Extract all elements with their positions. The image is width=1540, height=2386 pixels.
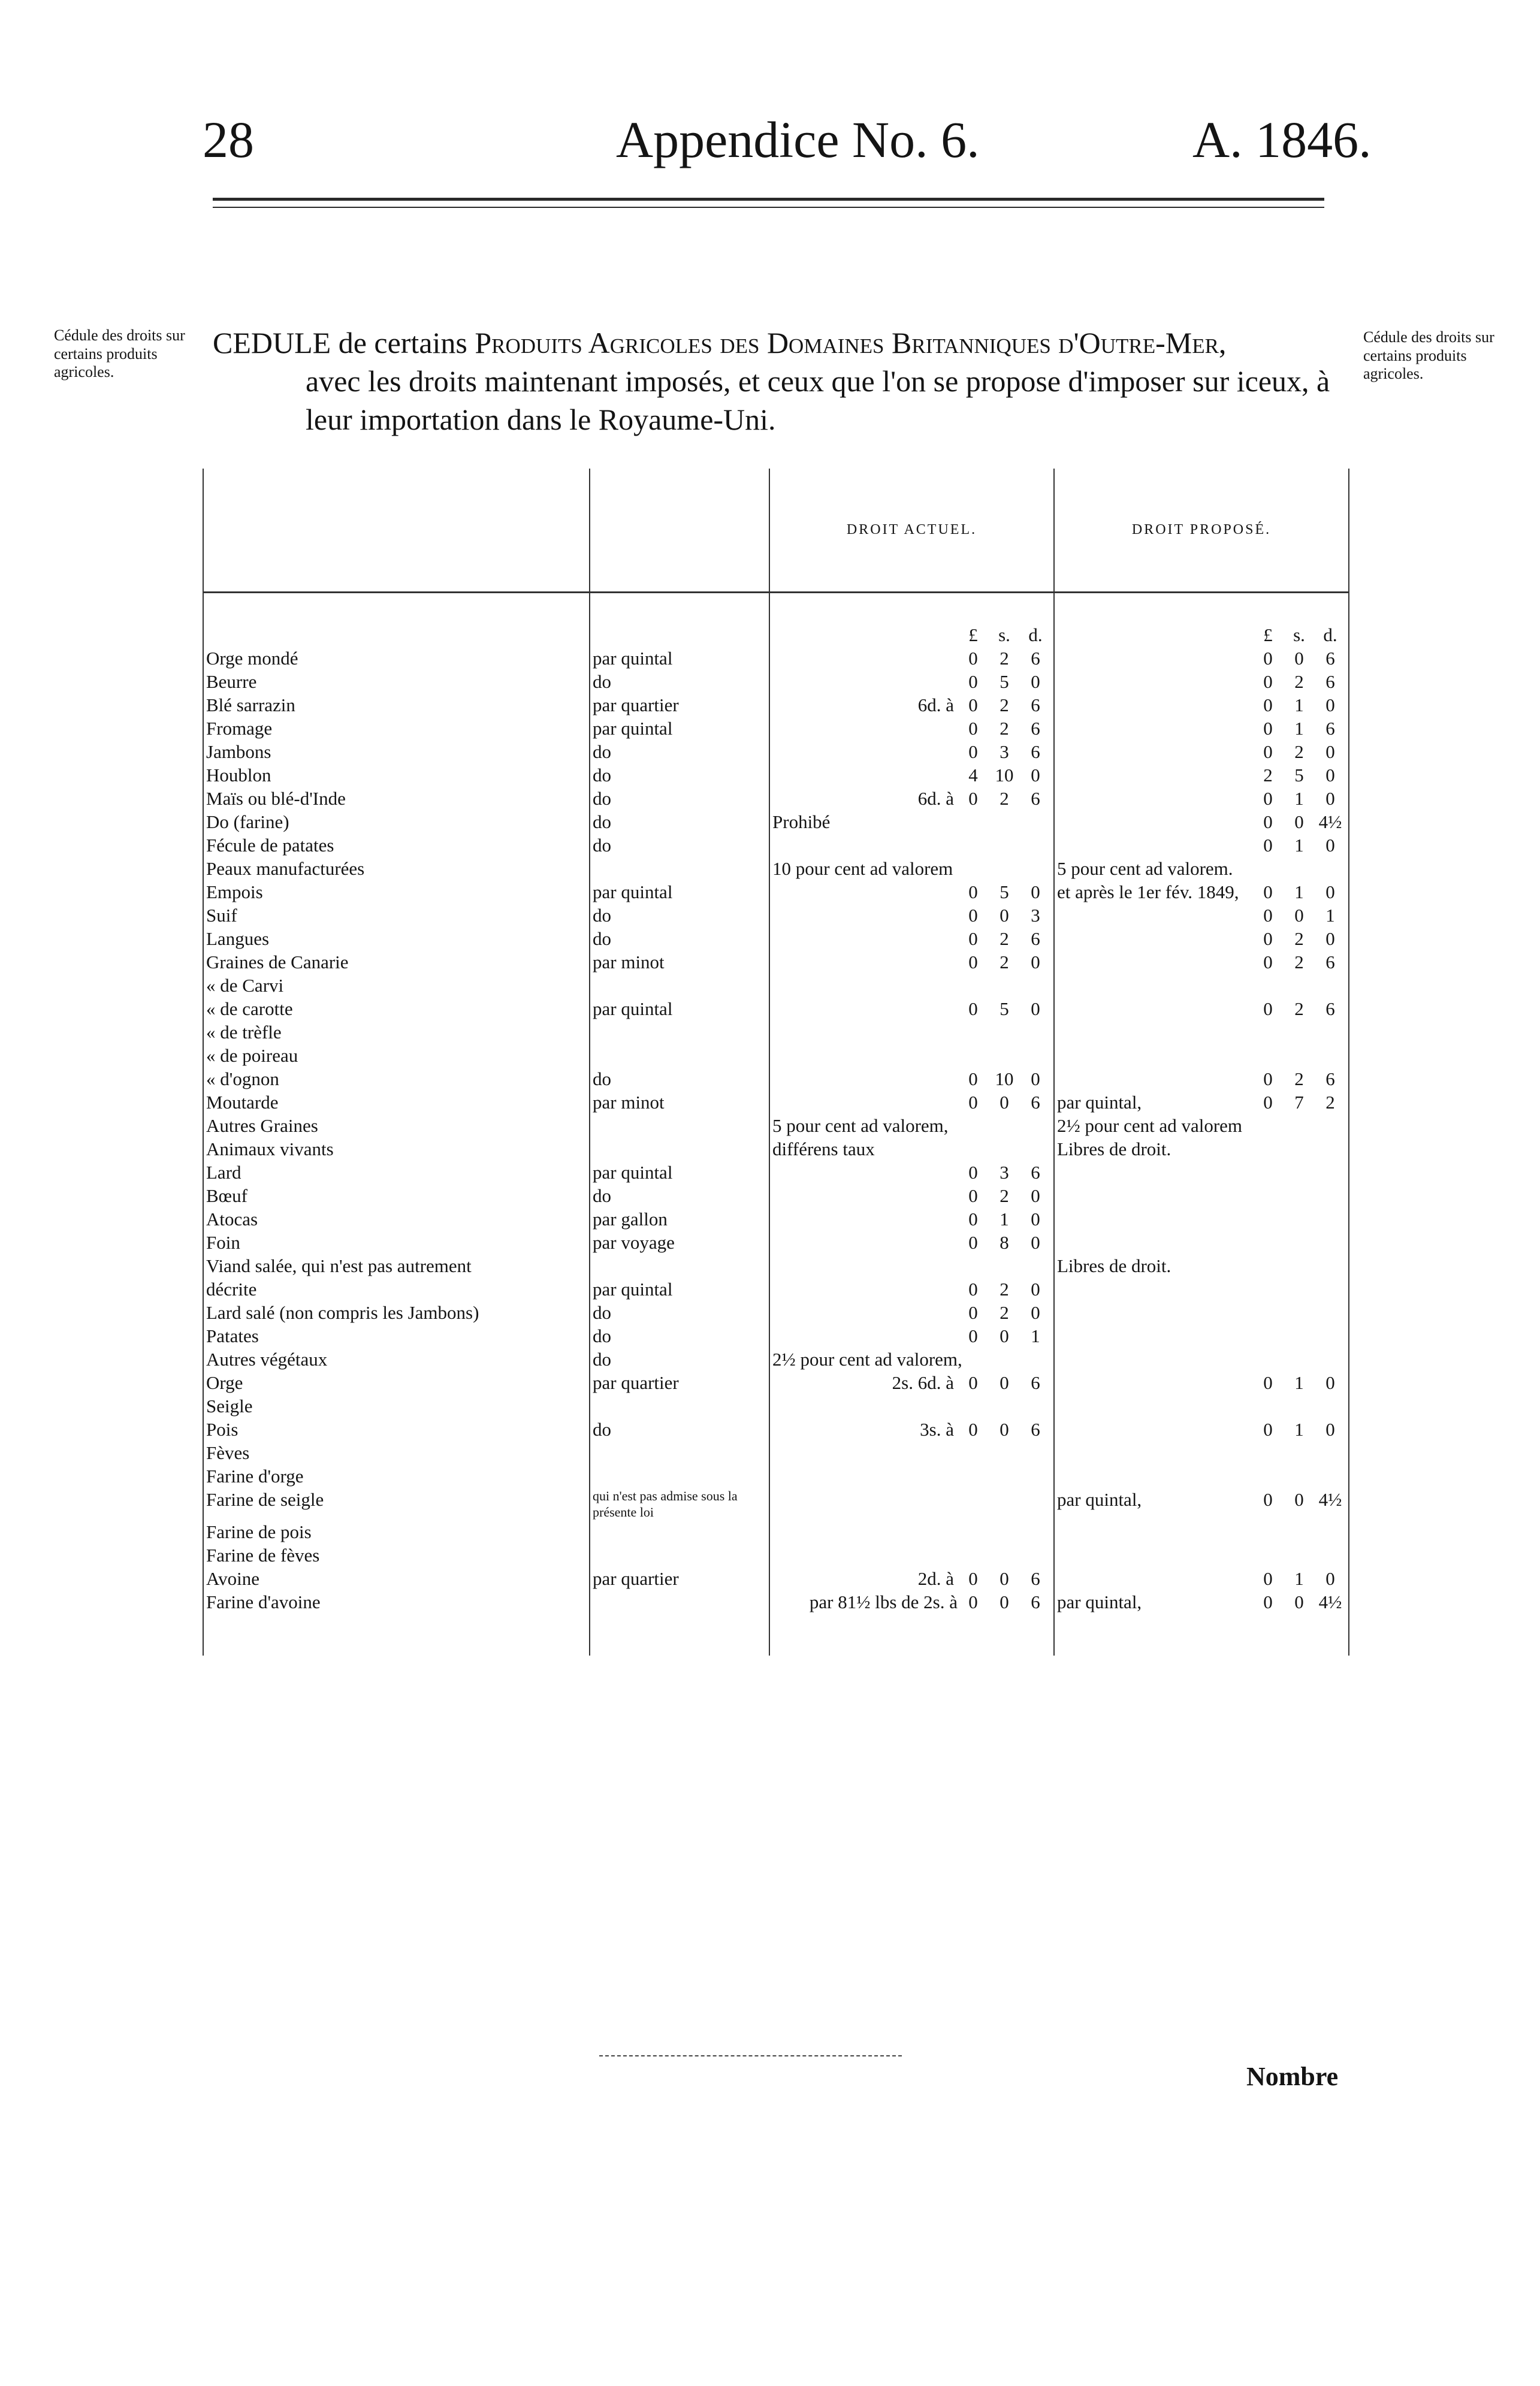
table-row <box>203 693 1349 717</box>
unit: par minot <box>590 950 769 974</box>
current-duty <box>769 927 1054 950</box>
current-duty <box>769 1161 1054 1184</box>
table-row <box>203 763 1349 787</box>
current-text: différens taux <box>772 1138 875 1159</box>
current-duty <box>769 1418 1054 1441</box>
product-name: Empois <box>203 880 590 904</box>
proposed-duty <box>1054 693 1349 717</box>
proposed-duty <box>1054 1277 1349 1301</box>
table-row <box>203 810 1349 833</box>
proposed-amount: 2 5 0 <box>1263 765 1335 786</box>
current-duty <box>769 1114 1054 1137</box>
product-name: Lard salé (non compris les Jambons) <box>203 1301 590 1324</box>
current-duty <box>769 1394 1054 1418</box>
current-duty <box>769 810 1054 833</box>
proposed-amount: 0 2 6 <box>1263 1068 1335 1089</box>
product-name: Patates <box>203 1324 590 1348</box>
proposed-duty <box>1054 647 1349 670</box>
current-duty <box>769 833 1054 857</box>
unit: do <box>590 810 769 833</box>
product-name: Foin <box>203 1231 590 1254</box>
unit <box>590 1394 769 1418</box>
proposed-duty <box>1054 810 1349 833</box>
proposed-text: et après le 1er fév. 1849, <box>1057 881 1239 902</box>
col-proposed-header: DROIT PROPOSÉ. <box>1054 469 1349 593</box>
header-rule <box>213 198 1324 201</box>
schedule-body <box>203 469 1349 1656</box>
proposed-amount: 0 0 6 <box>1263 648 1335 669</box>
proposed-amount: 0 1 0 <box>1263 1419 1335 1440</box>
unit <box>590 1590 769 1614</box>
unit <box>590 1441 769 1464</box>
unit: do <box>590 1324 769 1348</box>
current-amount: 0 2 6 <box>968 648 1040 669</box>
product-name: Orge mondé <box>203 647 590 670</box>
proposed-text: Libres de droit. <box>1057 1255 1171 1276</box>
unit: par quartier <box>590 1371 769 1394</box>
table-row <box>203 1590 1349 1614</box>
current-amount: 0 1 0 <box>968 1209 1040 1230</box>
table-row <box>203 1544 1349 1567</box>
proposed-duty <box>1054 1464 1349 1488</box>
product-name: Autres Graines <box>203 1114 590 1137</box>
proposed-duty <box>1054 1544 1349 1567</box>
current-amount: 0 2 6 <box>968 928 1040 949</box>
current-amount: 0 5 0 <box>968 998 1040 1019</box>
proposed-duty <box>1054 1091 1349 1114</box>
table-row <box>203 904 1349 927</box>
unit <box>590 1254 769 1277</box>
table-row <box>203 1371 1349 1394</box>
current-prefix: 2s. 6d. à <box>892 1372 954 1393</box>
proposed-amount: 0 0 4½ <box>1263 811 1342 832</box>
table-row <box>203 997 1349 1020</box>
proposed-duty <box>1054 1207 1349 1231</box>
current-duty <box>769 740 1054 763</box>
unit: par quintal <box>590 717 769 740</box>
proposed-amount: 0 1 6 <box>1263 718 1335 739</box>
product-name: Lard <box>203 1161 590 1184</box>
table-row <box>203 1348 1349 1371</box>
current-text: 2½ pour cent ad valorem, <box>772 1349 962 1370</box>
unit: do <box>590 763 769 787</box>
unit: par gallon <box>590 1207 769 1231</box>
unit: do <box>590 927 769 950</box>
table-row <box>203 1020 1349 1044</box>
current-amount: 0 3 6 <box>968 1162 1040 1183</box>
product-name: « d'ognon <box>203 1067 590 1091</box>
current-duty <box>769 880 1054 904</box>
header-rule-thin <box>213 207 1324 208</box>
proposed-duty <box>1054 1301 1349 1324</box>
proposed-duty <box>1054 880 1349 904</box>
table-row <box>203 1488 1349 1520</box>
proposed-duty <box>1054 904 1349 927</box>
unit <box>590 1520 769 1544</box>
product-name: « de carotte <box>203 997 590 1020</box>
proposed-amount: 0 1 0 <box>1263 788 1335 809</box>
table-row <box>203 1520 1349 1544</box>
proposed-duty <box>1054 1441 1349 1464</box>
current-duty <box>769 1254 1054 1277</box>
unit: do <box>590 1418 769 1441</box>
current-duty <box>769 1184 1054 1207</box>
proposed-amount: 0 2 6 <box>1263 998 1335 1019</box>
current-amount: 0 0 6 <box>968 1568 1040 1589</box>
proposed-duty <box>1054 1418 1349 1441</box>
table-row <box>203 880 1349 904</box>
table-row <box>203 1207 1349 1231</box>
proposed-duty <box>1054 670 1349 693</box>
current-amount: 0 2 6 <box>968 694 1040 715</box>
proposed-duty <box>1054 787 1349 810</box>
product-name: Suif <box>203 904 590 927</box>
product-name: Bœuf <box>203 1184 590 1207</box>
margin-note-right: Cédule des droits sur certains produits agricoles. <box>1363 328 1494 383</box>
product-name: Pois <box>203 1418 590 1441</box>
proposed-duty <box>1054 1394 1349 1418</box>
proposed-text: par quintal, <box>1057 1489 1142 1510</box>
unit: do <box>590 1301 769 1324</box>
proposed-amount: 0 0 4½ <box>1263 1489 1342 1510</box>
unit <box>590 1114 769 1137</box>
running-year: A. 1846. <box>1192 111 1372 168</box>
table-row <box>203 1231 1349 1254</box>
unit: do <box>590 670 769 693</box>
current-amount: 0 0 6 <box>968 1419 1040 1440</box>
product-name: Houblon <box>203 763 590 787</box>
col-current-header: DROIT ACTUEL. <box>769 469 1054 593</box>
proposed-amount: 0 7 2 <box>1263 1092 1335 1113</box>
current-amount: 0 0 1 <box>968 1325 1040 1346</box>
current-duty <box>769 787 1054 810</box>
product-name: Fèves <box>203 1441 590 1464</box>
current-duty <box>769 1067 1054 1091</box>
product-name: Fromage <box>203 717 590 740</box>
proposed-duty <box>1054 1161 1349 1184</box>
product-name: « de poireau <box>203 1044 590 1067</box>
product-name: Peaux manufacturées <box>203 857 590 880</box>
proposed-amount: 0 1 0 <box>1263 1568 1335 1589</box>
proposed-duty <box>1054 717 1349 740</box>
current-prefix: 3s. à <box>920 1419 954 1440</box>
proposed-duty <box>1054 1044 1349 1067</box>
table-row <box>203 1044 1349 1067</box>
proposed-duty <box>1054 927 1349 950</box>
table-row <box>203 670 1349 693</box>
table-row <box>203 647 1349 670</box>
current-amount: 0 10 0 <box>968 1068 1040 1089</box>
proposed-duty <box>1054 763 1349 787</box>
current-duty <box>769 997 1054 1020</box>
unit: do <box>590 904 769 927</box>
table-row <box>203 1114 1349 1137</box>
proposed-text: Libres de droit. <box>1057 1138 1171 1159</box>
current-duty <box>769 1348 1054 1371</box>
current-amount: 0 0 6 <box>968 1092 1040 1113</box>
proposed-duty <box>1054 1231 1349 1254</box>
current-duty <box>769 974 1054 997</box>
unit: par quintal <box>590 880 769 904</box>
product-name: Maïs ou blé-d'Inde <box>203 787 590 810</box>
product-name: Farine d'avoine <box>203 1590 590 1614</box>
current-duty <box>769 1464 1054 1488</box>
current-duty <box>769 693 1054 717</box>
current-duty <box>769 1044 1054 1067</box>
current-amount: 0 2 0 <box>968 1185 1040 1206</box>
unit: par quartier <box>590 1567 769 1590</box>
current-text: 10 pour cent ad valorem <box>772 858 953 879</box>
proposed-amount: 0 1 0 <box>1263 881 1335 902</box>
current-duty <box>769 717 1054 740</box>
proposed-duty <box>1054 1371 1349 1394</box>
proposed-duty <box>1054 1184 1349 1207</box>
unit: do <box>590 740 769 763</box>
table-row <box>203 1418 1349 1441</box>
unit: par minot <box>590 1091 769 1114</box>
title-lead: de certains <box>331 326 475 360</box>
current-amount: 0 2 6 <box>968 718 1040 739</box>
product-name: Farine d'orge <box>203 1464 590 1488</box>
unit <box>590 1020 769 1044</box>
proposed-duty <box>1054 1488 1349 1520</box>
current-duty <box>769 1301 1054 1324</box>
current-duty <box>769 1441 1054 1464</box>
table-row <box>203 717 1349 740</box>
current-amount: 0 0 6 <box>968 1591 1040 1612</box>
duty-schedule-table <box>203 469 1349 1656</box>
current-duty <box>769 1091 1054 1114</box>
proposed-duty <box>1054 1567 1349 1590</box>
product-name: Blé sarrazin <box>203 693 590 717</box>
unit <box>590 1464 769 1488</box>
current-amount: 0 5 0 <box>968 881 1040 902</box>
proposed-amount: 0 2 0 <box>1263 741 1335 762</box>
unit <box>590 1544 769 1567</box>
table-row <box>203 1567 1349 1590</box>
unit: do <box>590 1184 769 1207</box>
unit <box>590 1044 769 1067</box>
end-ornament <box>599 2055 902 2059</box>
product-name: « de trèfle <box>203 1020 590 1044</box>
table-row <box>203 1067 1349 1091</box>
proposed-amount: 0 2 6 <box>1263 952 1335 972</box>
proposed-text: 2½ pour cent ad valorem <box>1057 1115 1243 1136</box>
proposed-text: par quintal, <box>1057 1092 1142 1113</box>
proposed-amount: 0 0 4½ <box>1263 1591 1342 1612</box>
proposed-duty <box>1054 1324 1349 1348</box>
current-prefix: 6d. à <box>917 788 954 809</box>
proposed-duty <box>1054 1114 1349 1137</box>
table-row <box>203 1137 1349 1161</box>
running-title: Appendice No. 6. <box>616 111 980 168</box>
table-row <box>203 974 1349 997</box>
proposed-amount: 0 1 0 <box>1263 1372 1335 1393</box>
table-row <box>203 833 1349 857</box>
unit <box>590 857 769 880</box>
product-name: Moutarde <box>203 1091 590 1114</box>
table-row <box>203 857 1349 880</box>
current-duty <box>769 1020 1054 1044</box>
proposed-amount: 0 1 0 <box>1263 694 1335 715</box>
table-row <box>203 1091 1349 1114</box>
current-text: Prohibé <box>772 811 831 832</box>
current-amount: 0 8 0 <box>968 1232 1040 1253</box>
unit: par quartier <box>590 693 769 717</box>
unit <box>590 974 769 997</box>
proposed-duty <box>1054 1067 1349 1091</box>
product-name: Fécule de patates <box>203 833 590 857</box>
product-name: Atocas <box>203 1207 590 1231</box>
current-duty <box>769 950 1054 974</box>
proposed-duty <box>1054 950 1349 974</box>
proposed-amount: 0 2 6 <box>1263 671 1335 692</box>
current-amount: 0 0 3 <box>968 905 1040 926</box>
product-name: Farine de seigle <box>203 1488 590 1520</box>
proposed-amount: 0 0 1 <box>1263 905 1335 926</box>
current-duty <box>769 1324 1054 1348</box>
catchword: Nombre <box>1246 2062 1339 2091</box>
product-name: Farine de pois <box>203 1520 590 1544</box>
current-duty <box>769 1371 1054 1394</box>
table-row <box>203 1324 1349 1348</box>
current-duty <box>769 857 1054 880</box>
table-row <box>203 927 1349 950</box>
unit <box>590 1137 769 1161</box>
current-amount: 0 2 0 <box>968 1279 1040 1300</box>
table-row <box>203 950 1349 974</box>
product-name: Beurre <box>203 670 590 693</box>
table-row <box>203 1184 1349 1207</box>
title-word: CEDULE <box>213 326 331 360</box>
current-amount: 0 3 6 <box>968 741 1040 762</box>
proposed-duty <box>1054 997 1349 1020</box>
proposed-duty <box>1054 1020 1349 1044</box>
current-duty <box>769 1544 1054 1567</box>
margin-note-left: Cédule des droits sur certains produits agricoles. <box>54 327 185 381</box>
current-duty <box>769 647 1054 670</box>
table-row <box>203 1277 1349 1301</box>
table-row <box>203 1464 1349 1488</box>
unit: qui n'est pas admise sous la présente loi <box>590 1488 769 1520</box>
current-amount: 0 5 0 <box>968 671 1040 692</box>
title-line-2: avec les droits maintenant imposés, et ceux que l'on se propose d'imposer sur iceux, à <box>306 364 1330 398</box>
proposed-text: 5 pour cent ad valorem. <box>1057 858 1233 879</box>
page-number: 28 <box>203 111 254 168</box>
current-text: par 81½ lbs de 2s. à <box>809 1591 958 1612</box>
proposed-duty <box>1054 857 1349 880</box>
current-amount: 0 2 0 <box>968 952 1040 972</box>
unit: do <box>590 1348 769 1371</box>
title-line-3: leur importation dans le Royaume-Uni. <box>306 403 776 436</box>
unit: do <box>590 787 769 810</box>
proposed-duty <box>1054 1254 1349 1277</box>
current-duty <box>769 1137 1054 1161</box>
proposed-duty <box>1054 974 1349 997</box>
product-name: Farine de fèves <box>203 1544 590 1567</box>
product-name: Jambons <box>203 740 590 763</box>
current-duty <box>769 1567 1054 1590</box>
product-name: Avoine <box>203 1567 590 1590</box>
product-name: Do (farine) <box>203 810 590 833</box>
unit: do <box>590 1067 769 1091</box>
product-name: « de Carvi <box>203 974 590 997</box>
table-row <box>203 1161 1349 1184</box>
current-text: 5 pour cent ad valorem, <box>772 1115 949 1136</box>
proposed-duty <box>1054 1520 1349 1544</box>
current-duty <box>769 763 1054 787</box>
table-row <box>203 1254 1349 1277</box>
table-row <box>203 1301 1349 1324</box>
proposed-amount: 0 2 0 <box>1263 928 1335 949</box>
product-name: Langues <box>203 927 590 950</box>
product-name: Autres végétaux <box>203 1348 590 1371</box>
current-duty <box>769 1277 1054 1301</box>
current-prefix: 6d. à <box>917 694 954 715</box>
unit: par quintal <box>590 647 769 670</box>
product-name: Seigle <box>203 1394 590 1418</box>
proposed-amount: 0 1 0 <box>1263 835 1335 856</box>
proposed-duty <box>1054 740 1349 763</box>
proposed-duty <box>1054 1348 1349 1371</box>
table-row <box>203 740 1349 763</box>
current-amount: 0 0 6 <box>968 1372 1040 1393</box>
current-duty <box>769 1207 1054 1231</box>
product-name: Graines de Canarie <box>203 950 590 974</box>
current-duty <box>769 670 1054 693</box>
product-name: Viand salée, qui n'est pas autrement <box>203 1254 590 1277</box>
product-name: Orge <box>203 1371 590 1394</box>
table-row <box>203 1441 1349 1464</box>
current-amount: 0 2 6 <box>968 788 1040 809</box>
table-row <box>203 787 1349 810</box>
unit: do <box>590 833 769 857</box>
proposed-units: £ s. d. <box>1263 624 1337 645</box>
proposed-duty <box>1054 1590 1349 1614</box>
current-units: £ s. d. <box>968 624 1043 645</box>
current-duty <box>769 1590 1054 1614</box>
table-row <box>203 1394 1349 1418</box>
current-amount: 4 10 0 <box>968 765 1040 786</box>
current-duty <box>769 904 1054 927</box>
current-duty <box>769 1488 1054 1520</box>
current-prefix: 2d. à <box>917 1568 954 1589</box>
unit: par quintal <box>590 997 769 1020</box>
unit: par quintal <box>590 1277 769 1301</box>
proposed-duty <box>1054 1137 1349 1161</box>
current-duty <box>769 1231 1054 1254</box>
product-name: Animaux vivants <box>203 1137 590 1161</box>
proposed-duty <box>1054 833 1349 857</box>
proposed-text: par quintal, <box>1057 1591 1142 1612</box>
unit: par voyage <box>590 1231 769 1254</box>
schedule-title <box>213 324 1357 439</box>
product-name: décrite <box>203 1277 590 1301</box>
title-small-caps: Produits Agricoles des Domaines Britanniques d'Outre-Mer, <box>475 326 1227 360</box>
unit: par quintal <box>590 1161 769 1184</box>
current-amount: 0 2 0 <box>968 1302 1040 1323</box>
current-duty <box>769 1520 1054 1544</box>
